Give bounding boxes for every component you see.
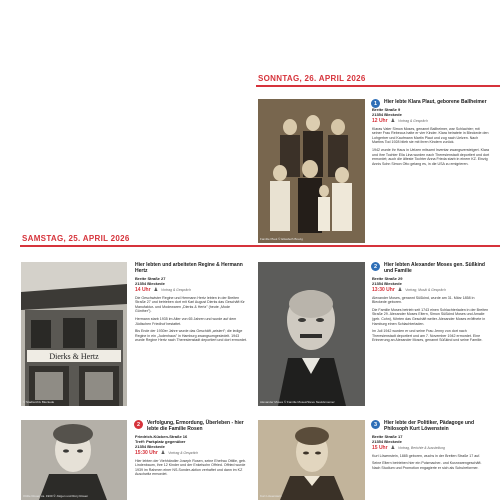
rosen-kind: Vortrag & Gespräch: [168, 451, 199, 455]
hertz-address: [135, 276, 247, 286]
loewenstein-address-city: 21354 Bleckede: [372, 439, 402, 444]
moses-portrait-photo: [258, 262, 365, 406]
moses-number-badge: 2: [371, 262, 380, 271]
hertz-kind: Vortrag & Gespräch: [161, 288, 191, 292]
hertz-time: 14 Uhr: [135, 287, 151, 293]
moses-title: Hier lebten Alexander Moses gen. Süßkind und Familie: [384, 262, 485, 274]
saturday-heading: SAMSTAG, 25. APRIL 2026: [22, 234, 130, 243]
loewenstein-meta: [372, 446, 490, 451]
hertz-photo-caption: © Stadtarchiv Bleckede: [23, 400, 55, 404]
plaut-address-city: 21354 Bleckede: [372, 112, 402, 117]
saturday-heading-rule: [20, 245, 500, 247]
loewenstein-kind: Vortrag, Berichte & Ausstellung: [398, 446, 445, 450]
plaut-family-photo: [258, 99, 365, 243]
plaut-paragraph-2: 1942 wurde ihr Haus in Uelzen mitsamt Inventar zwangsversteigert. Klara und ihre Tochter Ella Lina wurden nach Theresienstadt deportiert und dort ermordet; auch die älteste Tochter Anna Frieda starb in einem KZ. Einzig Annis Sohn Simon Otto gelang es, in die USA zu emigrieren.: [372, 147, 490, 166]
moses-photo-caption: Alexander Moses © Familie Moses/Steve Neukönnemer: [260, 400, 335, 404]
plaut-title: Hier lebte Klara Plaut, geborene Ballheimer: [384, 99, 487, 105]
person-icon: ♟: [153, 287, 159, 293]
rosen-address-street: Friedrich-Kücken-Straße 16: [135, 434, 188, 439]
hertz-address-city: 21354 Bleckede: [135, 281, 165, 286]
loewenstein-photo-caption: Kurt Löwenstein: [260, 494, 282, 498]
loewenstein-number-badge: 3: [371, 420, 380, 429]
hertz-shop-photo: [21, 262, 127, 406]
loewenstein-time: 15 Uhr: [372, 445, 388, 451]
rosen-time: 15:30 Uhr: [135, 450, 158, 456]
plaut-meta: [372, 119, 490, 124]
plaut-paragraph-1: Klaras Vater Simon Moses, genannt Ballheimer, war Schlachter; mit seiner Frau Rebecca hatte er vier Kinder. Klara heiratete in Bleckede den Lohgerber und Kaufmann Martin Plaut und zog nach Uelzen. Nach Martins Tod 1928 blieb sie mit ihren Kindern zurück.: [372, 126, 489, 145]
plaut-kind: Vortrag & Gespräch: [398, 119, 428, 123]
person-icon: ♟: [160, 450, 166, 456]
hertz-title: Hier lebten und arbeiteten Regine & Hermann Hertz: [135, 262, 243, 274]
rosen-meta: [135, 451, 247, 456]
hertz-paragraph-2: Hermann starb 1935 im Alter von 65 Jahren und wurde auf dem Jüdischen Friedhof bestattet.: [135, 316, 237, 326]
rosen-address-meeting: Treff: Parkplatz gegenüber: [135, 439, 186, 444]
loewenstein-paragraph-2: Seine Eltern betrieben hier ein Putzmacher- und Kurzwarengeschäft. Nach Studium und Promotion engagierte er sich als Schulreformer.: [372, 461, 482, 470]
loewenstein-body: [372, 454, 490, 471]
hertz-paragraph-3: Bis Ende der 1930er Jahre wurde das Geschäft „arisiert"; die ledige Regine in ein „Judenhaus" in Hamburg zwangsumgesiedelt. 1943 wurde Regine Hertz nach Theresienstadt deportiert und dort ermordet.: [135, 329, 247, 343]
plaut-number-badge: 1: [371, 99, 380, 108]
moses-address-street: Breite Straße 29: [372, 276, 403, 281]
moses-paragraph-3: Im Juli 1942 wurden er und seine Frau Jenny von dort nach Theresienstadt deportiert und am 7. November 1942 ermordet. Eine Erinnerung an Alexander Moses, genannt Süßkind und seine Familie.: [372, 329, 483, 343]
person-icon: ♟: [390, 445, 396, 451]
rosen-number-badge: 2: [134, 420, 143, 429]
plaut-address: [372, 107, 490, 117]
loewenstein-portrait-photo: [258, 420, 365, 500]
moses-time: 13:30 Uhr: [372, 287, 395, 293]
rosen-paragraph-1: Hier lebten der Viehhändler Joseph Rosen, seine Ehefrau Ottilie, geb. Lindenbaum, ihre 12 Kinder und der Enkelsohn Offried. Offried wurde 1939 im Rahmen einer NS-Sonder-aktion verhaftet und dann im KZ Auschwitz ermordet.: [135, 458, 247, 477]
moses-body: [372, 296, 490, 343]
moses-address-city: 21354 Bleckede: [372, 281, 402, 286]
moses-paragraph-1: Alexander Moses, genannt Süßkind, wurde am 31. März 1858 in Bleckede geboren.: [372, 295, 475, 305]
plaut-body: [372, 127, 490, 167]
person-icon: ♟: [397, 287, 403, 293]
hertz-shop-sign: Dierks & Hertz: [49, 352, 99, 361]
plaut-card: [372, 99, 490, 166]
hertz-paragraph-1: Die Geschwister Regine und Hermann Hertz lebten in der Breiten Straße 27 und betrieben dort mit Karl August Dierks das Geschäft für Manufaktur- und Modewaren „Dierks & Hertz" (heute „Mode Günther").: [135, 295, 245, 314]
plaut-time: 12 Uhr: [372, 118, 388, 124]
rosen-photo-caption: Ottilie Rosen ca. 1930 © Jürgen und Rory Rosen: [23, 494, 89, 498]
rosen-body: [135, 459, 247, 477]
moses-address: [372, 276, 490, 286]
plaut-address-street: Breite Straße 9: [372, 107, 401, 112]
rosen-card: [135, 420, 247, 477]
sunday-heading-rule: [256, 85, 500, 87]
moses-kind: Vortrag, Musik & Gespräch: [405, 288, 446, 292]
person-icon: ♟: [390, 118, 396, 124]
rosen-address-city: 21354 Bleckede: [135, 444, 165, 449]
rosen-address: [135, 434, 247, 449]
moses-card: [372, 262, 490, 343]
loewenstein-card: [372, 420, 490, 470]
hertz-meta: [135, 288, 247, 293]
plaut-photo-caption: Familie Plaut © Elisabeth Brevig: [260, 237, 303, 241]
moses-meta: [372, 288, 490, 293]
hertz-body: [135, 296, 247, 343]
loewenstein-address-street: Breite Straße 17: [372, 434, 403, 439]
rosen-title: Verfolgung, Ermordung, Überleben - hier lebte die Familie Rosen: [147, 420, 244, 432]
hertz-address-street: Breite Straße 27: [135, 276, 166, 281]
loewenstein-address: [372, 434, 490, 444]
moses-paragraph-2: Die Familie Moses betrieb seit 1743 einen Schlachterladen in der Breiten Straße 29. Alexander Moses Eltern, Simon Süßkind Moses und Amalie (geb. Cohn), führten das Geschäft weiter. Alexander Moses eröffnete in Hamburg einen Schlachterladen.: [372, 307, 489, 326]
sunday-heading: SONNTAG, 26. APRIL 2026: [258, 74, 366, 83]
rosen-portrait-photo: [21, 420, 127, 500]
loewenstein-paragraph-1: Kurt Löwenstein, 1885 geboren, wuchs in der Breiten Straße 17 auf.: [372, 453, 481, 458]
loewenstein-title: Hier lebte der Politiker, Pädagoge und Philosoph Kurt Löwenstein: [384, 420, 475, 432]
hertz-card: [135, 262, 247, 343]
